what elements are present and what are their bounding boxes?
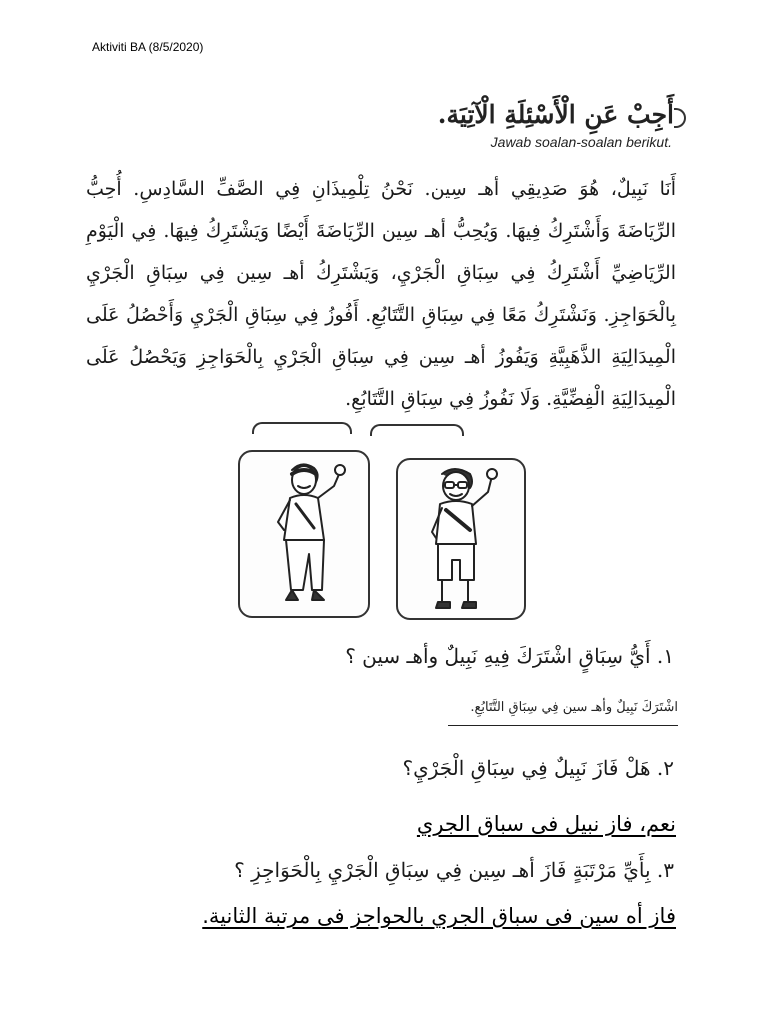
answer-3: فاز أه سين فى سباق الجري بالحواجز فى مرتبة الثانية. <box>202 904 676 928</box>
reading-passage: أَنَا نَبِيلٌ، هُوَ صَدِيقِي أهـ سِين. نَحْنُ تِلْمِيذَانِ فِي الصَّفِّ السَّادِسِ. أُحِبُّ الرِّيَاضَةَ وَأَشْتَرِكُ فِيهَا. وَيُحِبُّ أهـ سِين الرِّيَاضَةَ أَيْضًا وَيَشْتَرِكُ فِيهَا. فِي الْيَوْمِ الرِّيَاضِيِّ أَشْتَرِكُ فِي سِبَاقِ الْجَرْيِ، وَيَشْتَرِكُ أهـ سِين فِي سِبَاقِ الْجَرْيِ بِالْحَوَاجِزِ. وَنَشْتَرِكُ مَعًا فِي سِبَاقِ التَّتَابُعِ. أَفُوزُ فِي سِبَاقِ الْجَرْيِ وَأَحْصُلُ عَلَى الْمِيدَالِيَةِ الذَّهَبِيَّةِ وَيَفُوزُ أهـ سِين فِي سِبَاقِ الْجَرْيِ بِالْحَوَاجِزِ وَيَحْصُلُ عَلَى الْمِيدَالِيَةِ الْفِضِّيَّةِ. وَلَا نَفُوزُ فِي سِبَاقِ التَّتَابُعِ. <box>86 178 676 410</box>
question-text: أَيُّ سِبَاقٍ اشْتَرَكَ فِيهِ نَبِيلٌ وأهـ سين ؟ <box>345 644 651 668</box>
question-number: ٢. <box>656 756 674 780</box>
question-text: هَلْ فَازَ نَبِيلٌ فِي سِبَاقِ الْجَرْيِ؟ <box>402 756 651 780</box>
question-number: ١. <box>656 644 674 668</box>
question-number: ٣. <box>656 858 674 882</box>
instruction-arabic: أَجِبْ عَنِ الْأَسْئِلَةِ الْآتِيَة. <box>437 100 674 129</box>
instruction-malay: Jawab soalan-soalan berikut. <box>490 134 672 150</box>
answer-1: اشْتَرَكَ نَبِيلٌ وأهـ سين فِي سِبَاقِ التَّتَابُعِ. <box>448 700 678 726</box>
question-1 <box>345 644 674 668</box>
question-3 <box>234 858 674 882</box>
question-2 <box>402 756 674 780</box>
picture-frame-ah-sin <box>396 458 526 620</box>
picture-frame-tab <box>370 424 464 436</box>
boy-waving-icon <box>240 452 368 616</box>
document-header: Aktiviti BA (8/5/2020) <box>92 40 204 54</box>
picture-frame-tab <box>252 422 352 434</box>
picture-frame-nabil <box>238 450 370 618</box>
boy-with-glasses-waving-icon <box>398 460 524 618</box>
question-text: بِأَيِّ مَرْتَبَةٍ فَازَ أهـ سِين فِي سِبَاقِ الْجَرْيِ بِالْحَوَاجِزِ ؟ <box>234 858 651 882</box>
answer-2: نعم، فاز نبيل فى سباق الجري <box>416 812 676 836</box>
